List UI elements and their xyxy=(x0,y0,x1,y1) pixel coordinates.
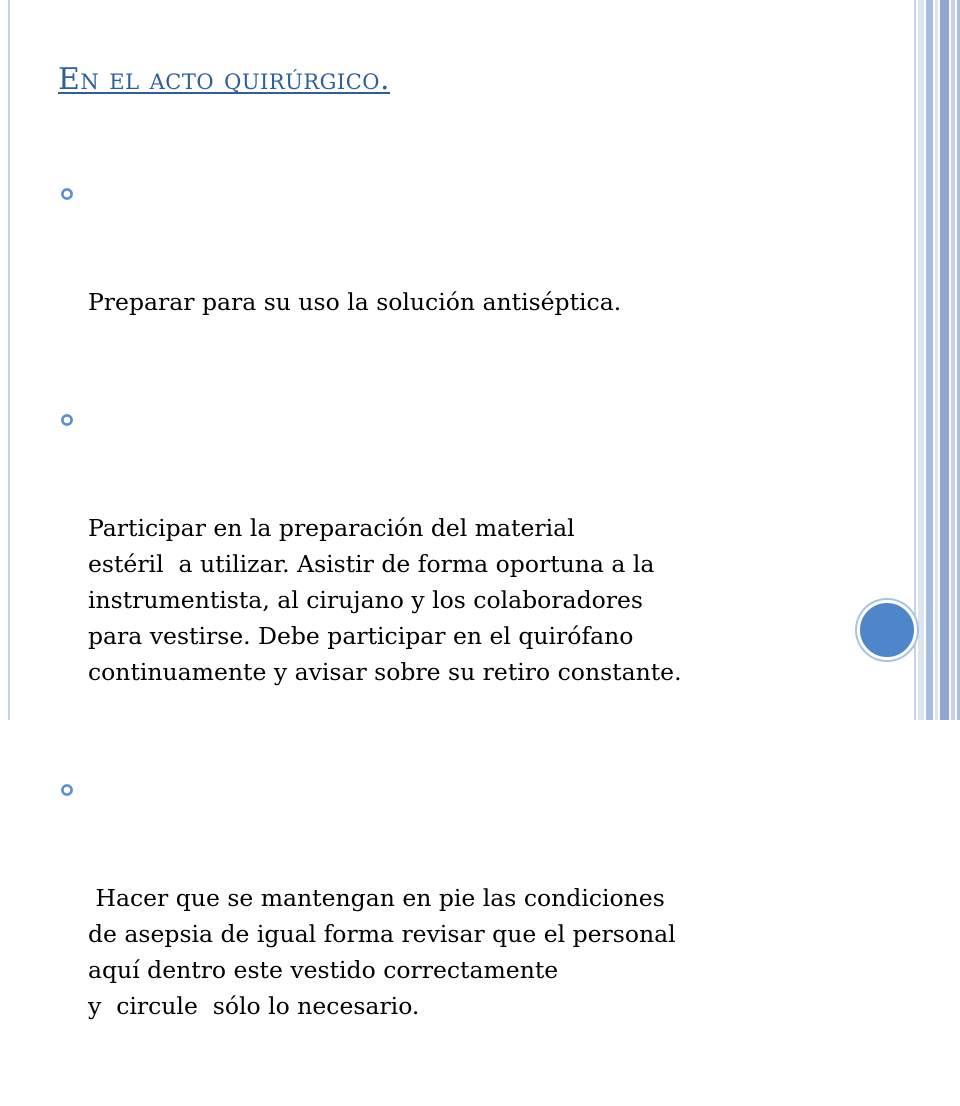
right-stripes-decoration xyxy=(918,0,960,720)
slide-title: En el acto quirúrgico. xyxy=(58,62,391,97)
bullet-item xyxy=(60,772,850,1096)
bullet-item xyxy=(60,176,850,392)
stripe xyxy=(926,0,933,720)
bullet-text: Participar en la preparación del material estéril a utilizar. Asistir de forma oportuna a la instrumentista, al cirujano y los colaboradores para vestirse. Debe participar en el quirófano continuamente y avisar sobre su retiro constante. xyxy=(88,514,682,686)
circle-decoration-icon xyxy=(857,600,917,660)
stripe xyxy=(918,0,924,720)
ring-bullet-icon xyxy=(60,187,74,201)
stripe xyxy=(940,0,949,720)
bullet-text: Hacer que se mantengan en pie las condiciones de asepsia de igual forma revisar que el personal aquí dentro este vestido correctamente y circule sólo lo necesario. xyxy=(88,884,676,1020)
bullet-text: Preparar para su uso la solución antiséptica. xyxy=(88,288,622,316)
stripe xyxy=(951,0,955,720)
ring-bullet-icon xyxy=(60,783,74,797)
bullet-list xyxy=(60,176,850,1106)
ring-bullet-icon xyxy=(60,413,74,427)
stripe xyxy=(935,0,938,720)
bullet-item xyxy=(60,402,850,762)
